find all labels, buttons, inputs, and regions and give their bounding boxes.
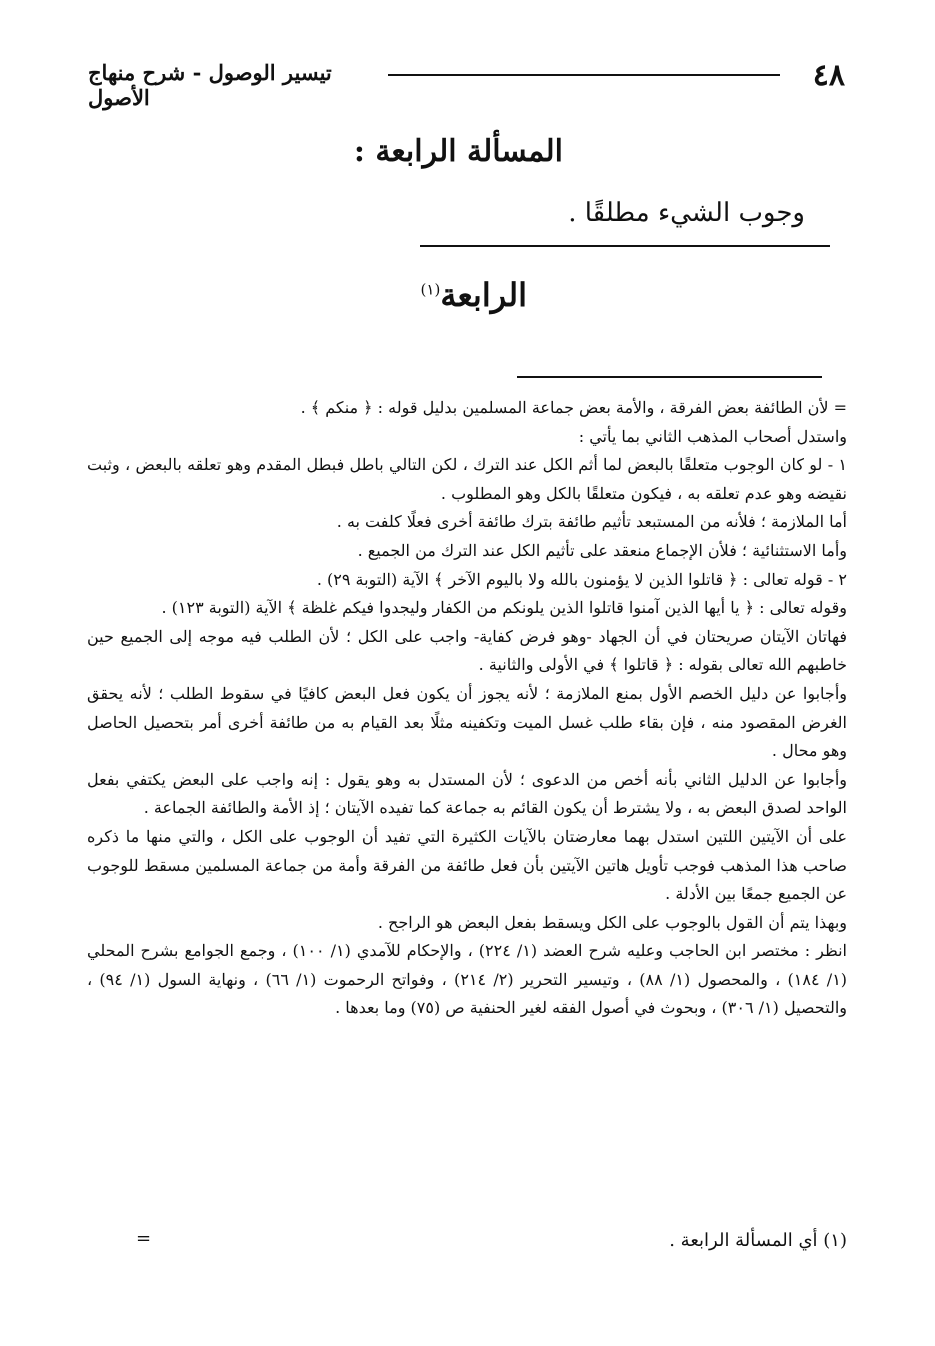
section-subtitle: وجوب الشيء مطلقًا . — [568, 198, 805, 228]
paragraph: وأجابوا عن الدليل الثاني بأنه أخص من الدعوى ؛ لأن المستدل به وهو يقول : إنه واجب على البعض يكتفي بفعل الواحد لصدق البعض به ، ولا يشترط أن يكون القائم به جماعة كما تفيده الآيتان ؛ إذ الأمة والطائفة الجماعة . — [87, 769, 847, 818]
body-text — [87, 394, 847, 1023]
paragraph: وقوله تعالى : ﴿ يا أيها الذين آمنوا قاتلوا الذين يلونكم من الكفار وليجدوا فيكم غلظة ﴾ الآية (التوبة ١٢٣) . — [161, 598, 847, 618]
paragraph: = لأن الطائفة بعض الفرقة ، والأمة بعض جماعة المسلمين بدليل قوله : ﴿ منكم ﴾ . — [300, 398, 847, 417]
footnote-rule — [517, 376, 822, 378]
header-rule — [388, 74, 780, 76]
paragraph: فهاتان الآيتان صريحتان في أن الجهاد -وهو فرض كفاية- واجب على الكل ؛ لأن الطلب فيه موجه إلى الجميع حين خاطبهم الله تعالى بقوله : ﴿ قاتلوا ﴾ في الأولى والثانية . — [87, 626, 847, 675]
paragraph: انظر : مختصر ابن الحاجب وعليه شرح العضد (١/ ٢٢٤) ، والإحكام للآمدي (١/ ١٠٠) ، وجمع الجوامع بشرح المحلي (١/ ١٨٤) ، والمحصول (١/ ٨٨) ، وتيسير التحرير (٢/ ٢١٤) ، وفواتح الرحموت (١/ ٦٦) ، ونهاية السول (١/ ٩٤) ، والتحصيل (١/ ٣٠٦) ، وبحوث في أصول الفقه لغير الحنفية ص (٧٥) وما بعدها . — [87, 941, 848, 1018]
paragraph: على أن الآيتين اللتين استدل بهما معارضتان بالآيات الكثيرة التي تفيد أن الوجوب على الكل ، والتي منها ما ذكره صاحب هذا المذهب فوجب تأويل هاتين الآيتين بأن فعل طائفة من الفرقة وأمة من جماعة المسلمين مسقط للوجوب عن الجميع جمعًا بين الأدلة . — [87, 826, 848, 904]
footnote: (١) أي المسألة الرابعة . — [669, 1230, 847, 1251]
paragraph: واستدل أصحاب المذهب الثاني بما يأتي : — [578, 426, 847, 446]
commentary-heading — [421, 276, 527, 314]
continuation-mark: = — [136, 1228, 152, 1249]
paragraph: وأجابوا عن دليل الخصم الأول بمنع الملازمة ؛ لأنه يجوز أن يكون فعل البعض كافيًا في سقوط الطلب ؛ لأنه يحقق الغرض المقصود منه ، فإن بقاء طلب غسل الميت وتكفينه مثلًا بعد القيام به من طائفة أخرى أمر بتحصيل الحاصل وهو محال . — [87, 683, 847, 761]
paragraph: وأما الاستثنائية ؛ فلأن الإجماع منعقد على تأثيم الكل عند الترك من الجميع . — [357, 540, 847, 560]
running-title: تيسير الوصول - شرح منهاج الأصول — [88, 60, 332, 110]
title-rule — [420, 245, 830, 247]
footnote-ref: (١) — [420, 280, 441, 299]
paragraph: ١ - لو كان الوجوب متعلقًا بالبعض لما أثم الكل عند الترك ، لكن التالي باطل فبطل المقدم وهو تعلقه بالبعض ، وثبت نقيضه وهو عدم تعلقه به ، فيكون متعلقًا بالكل وهو المطلوب . — [87, 455, 847, 503]
section-title: المسألة الرابعة : — [353, 134, 563, 169]
commentary-heading-text: الرابعة — [440, 276, 527, 314]
paragraph: أما الملازمة ؛ فلأنه من المستبعد تأثيم طائفة بترك طائفة أخرى فعلًا كلفت به . — [336, 512, 847, 532]
paragraph: ٢ - قوله تعالى : ﴿ قاتلوا الذين لا يؤمنون بالله ولا باليوم الآخر ﴾ الآية (التوبة ٢٩) . — [316, 569, 847, 589]
page-number: ٤٨ — [812, 58, 845, 93]
paragraph: وبهذا يتم أن القول بالوجوب على الكل ويسقط بفعل البعض هو الراجح . — [377, 912, 847, 932]
